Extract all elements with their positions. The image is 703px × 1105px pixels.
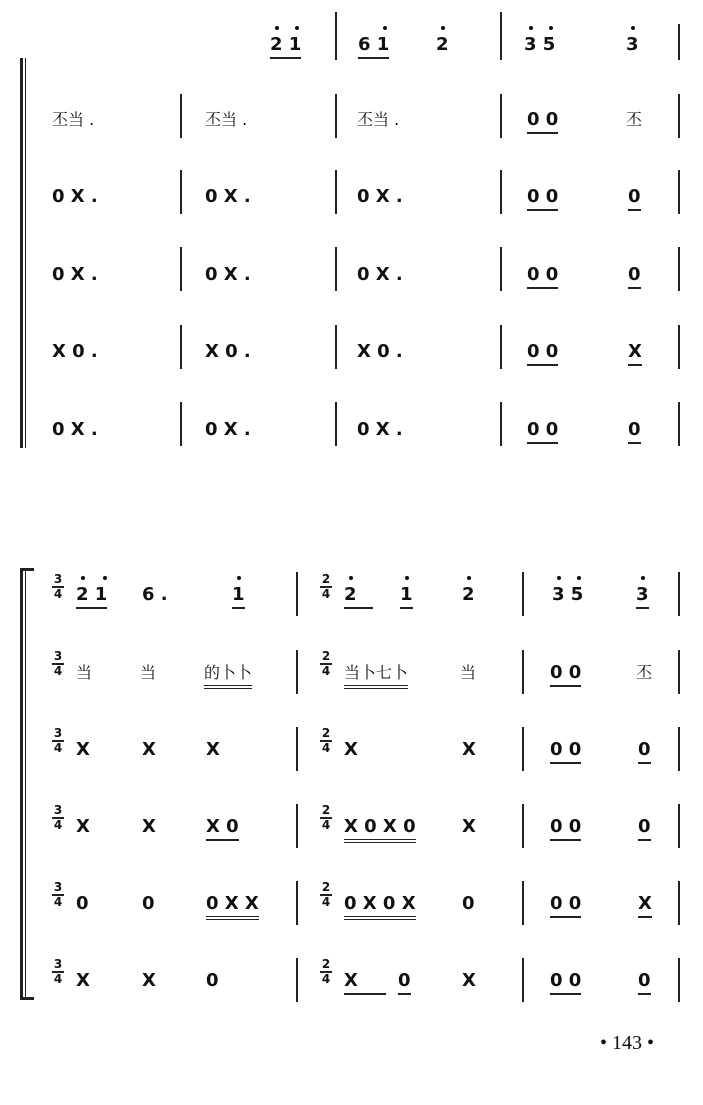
rhythm-cell: X xyxy=(142,739,156,760)
barline xyxy=(500,94,502,138)
barline xyxy=(180,402,182,446)
octave-dot xyxy=(441,26,445,30)
melody-note: 3 xyxy=(626,34,639,55)
barline xyxy=(296,804,298,848)
rhythm-cell: 0 X . xyxy=(357,419,403,440)
melody-note: 2 xyxy=(344,584,373,609)
octave-dot xyxy=(549,26,553,30)
rhythm-cell: 0 xyxy=(398,970,411,995)
rhythm-cell: 0 xyxy=(628,186,641,211)
barline xyxy=(180,94,182,138)
barline xyxy=(500,247,502,291)
rhythm-cell: X xyxy=(142,816,156,837)
melody-note: 2 1 xyxy=(76,584,107,609)
barline xyxy=(296,727,298,771)
barline xyxy=(678,24,680,60)
rest-pair: 0 0 xyxy=(527,186,558,211)
octave-dot xyxy=(577,576,581,580)
percussion-syllable: 丕当 . xyxy=(205,110,248,129)
rhythm-cell: 0 xyxy=(206,970,219,991)
rhythm-cell: X xyxy=(344,739,358,760)
rest-pair: 0 0 xyxy=(550,662,581,687)
barline xyxy=(296,881,298,925)
rest-pair: 0 0 xyxy=(527,419,558,444)
melody-note: 3 5 xyxy=(552,584,584,605)
barline xyxy=(335,94,337,138)
barline xyxy=(522,804,524,848)
rhythm-cell: 0 X . xyxy=(205,419,251,440)
barline xyxy=(335,12,337,60)
barline xyxy=(335,247,337,291)
barline xyxy=(678,650,680,694)
rest-pair: 0 0 xyxy=(527,109,558,134)
barline xyxy=(522,881,524,925)
time-signature: 2 4 xyxy=(321,649,331,678)
octave-dot xyxy=(529,26,533,30)
barline xyxy=(678,247,680,291)
barline xyxy=(522,650,524,694)
rhythm-cell: X xyxy=(76,970,90,991)
melody-note: 3 5 xyxy=(524,34,556,55)
rhythm-cell: 0 xyxy=(462,893,475,914)
bracket-top-hook xyxy=(20,568,34,571)
rest-pair: 0 0 xyxy=(527,341,558,366)
barline xyxy=(678,881,680,925)
rhythm-cell: X 0 . xyxy=(205,341,251,362)
rhythm-cell: 0 X . xyxy=(205,264,251,285)
rhythm-cell: X xyxy=(76,816,90,837)
rhythm-cell: X xyxy=(142,970,156,991)
rhythm-cell: 0 xyxy=(628,264,641,289)
time-signature: 3 4 xyxy=(53,649,63,678)
barline xyxy=(180,170,182,214)
rhythm-cell: X 0 . xyxy=(357,341,403,362)
octave-dot xyxy=(557,576,561,580)
percussion-syllable: 的卜卜 xyxy=(204,662,252,689)
octave-dot xyxy=(631,26,635,30)
rhythm-cell: X xyxy=(206,739,220,760)
barline xyxy=(500,402,502,446)
melody-note: 1 xyxy=(232,584,245,609)
rhythm-cell: X xyxy=(462,970,476,991)
octave-dot xyxy=(103,576,107,580)
rhythm-cell: X 0 X 0 xyxy=(344,816,416,843)
rhythm-cell: 0 xyxy=(76,893,89,914)
barline xyxy=(678,572,680,616)
rhythm-cell: 0 xyxy=(638,816,651,841)
time-signature: 2 4 xyxy=(321,957,331,986)
percussion-syllable: 当卜七卜 xyxy=(344,662,408,689)
melody-note: 2 1 xyxy=(270,34,301,59)
barline xyxy=(522,572,524,616)
rhythm-cell: 0 X 0 X xyxy=(344,893,416,920)
barline xyxy=(678,804,680,848)
octave-dot xyxy=(467,576,471,580)
percussion-syllable: 丕 xyxy=(636,663,653,682)
time-signature: 3 4 xyxy=(53,726,63,755)
rhythm-cell: X xyxy=(76,739,90,760)
rhythm-cell: 0 X . xyxy=(52,264,98,285)
rest-pair: 0 0 xyxy=(550,893,581,918)
barline xyxy=(335,170,337,214)
rhythm-cell: X 0 . xyxy=(52,341,98,362)
time-signature: 3 4 xyxy=(53,957,63,986)
rest-pair: 0 0 xyxy=(527,264,558,289)
barline xyxy=(500,170,502,214)
octave-dot xyxy=(405,576,409,580)
rhythm-cell: 0 X . xyxy=(357,186,403,207)
melody-note: 6 . xyxy=(142,584,168,605)
rhythm-cell: 0 X . xyxy=(52,419,98,440)
octave-dot xyxy=(295,26,299,30)
melody-note: 2 xyxy=(462,584,475,605)
rhythm-cell: 0 xyxy=(638,739,651,764)
octave-dot xyxy=(383,26,387,30)
rhythm-cell: 0 xyxy=(142,893,155,914)
octave-dot xyxy=(641,576,645,580)
time-signature: 3 4 xyxy=(53,880,63,909)
barline xyxy=(180,325,182,369)
rhythm-cell: X 0 xyxy=(206,816,239,841)
barline xyxy=(335,402,337,446)
percussion-syllable: 丕当 . xyxy=(52,110,95,129)
barline xyxy=(500,12,502,60)
barline xyxy=(678,325,680,369)
rhythm-cell: 0 xyxy=(638,970,651,995)
time-signature: 2 4 xyxy=(321,726,331,755)
rhythm-cell: 0 xyxy=(628,419,641,444)
barline xyxy=(678,94,680,138)
percussion-syllable: 当 xyxy=(76,663,93,682)
percussion-syllable: 当 xyxy=(460,663,477,682)
system-bracket-left xyxy=(20,58,23,448)
barline xyxy=(522,727,524,771)
time-signature: 2 4 xyxy=(321,803,331,832)
barline xyxy=(678,727,680,771)
time-signature: 3 4 xyxy=(53,572,63,601)
octave-dot xyxy=(81,576,85,580)
barline xyxy=(296,650,298,694)
octave-dot xyxy=(237,576,241,580)
barline xyxy=(296,958,298,1002)
time-signature: 2 4 xyxy=(321,572,331,601)
percussion-syllable: 丕 xyxy=(626,110,643,129)
system-bracket-inner xyxy=(25,568,26,1000)
barline xyxy=(678,958,680,1002)
barline xyxy=(678,170,680,214)
rhythm-cell: 0 X X xyxy=(206,893,259,920)
rhythm-cell: X xyxy=(628,341,642,366)
rhythm-cell: 0 X . xyxy=(52,186,98,207)
octave-dot xyxy=(349,576,353,580)
percussion-syllable: 当 xyxy=(140,663,157,682)
bracket-bottom-hook xyxy=(20,997,34,1000)
barline xyxy=(296,572,298,616)
barline xyxy=(180,247,182,291)
rhythm-cell: X xyxy=(462,739,476,760)
system-bracket-left xyxy=(20,568,23,1000)
system-bracket-inner xyxy=(25,58,26,448)
page-number: • 143 • xyxy=(600,1032,655,1054)
rhythm-cell: 0 X . xyxy=(357,264,403,285)
octave-dot xyxy=(275,26,279,30)
rhythm-cell: 0 X . xyxy=(205,186,251,207)
barline xyxy=(522,958,524,1002)
melody-note: 6 1 xyxy=(358,34,389,59)
rest-pair: 0 0 xyxy=(550,739,581,764)
rhythm-cell: X xyxy=(638,893,652,918)
time-signature: 2 4 xyxy=(321,880,331,909)
barline xyxy=(678,402,680,446)
barline xyxy=(335,325,337,369)
melody-note: 1 xyxy=(400,584,413,609)
rhythm-cell: X xyxy=(344,970,386,995)
melody-note: 3 xyxy=(636,584,649,609)
percussion-syllable: 丕当 . xyxy=(357,110,400,129)
time-signature: 3 4 xyxy=(53,803,63,832)
rest-pair: 0 0 xyxy=(550,970,581,995)
melody-note: 2 xyxy=(436,34,449,55)
rhythm-cell: X xyxy=(462,816,476,837)
barline xyxy=(500,325,502,369)
rest-pair: 0 0 xyxy=(550,816,581,841)
